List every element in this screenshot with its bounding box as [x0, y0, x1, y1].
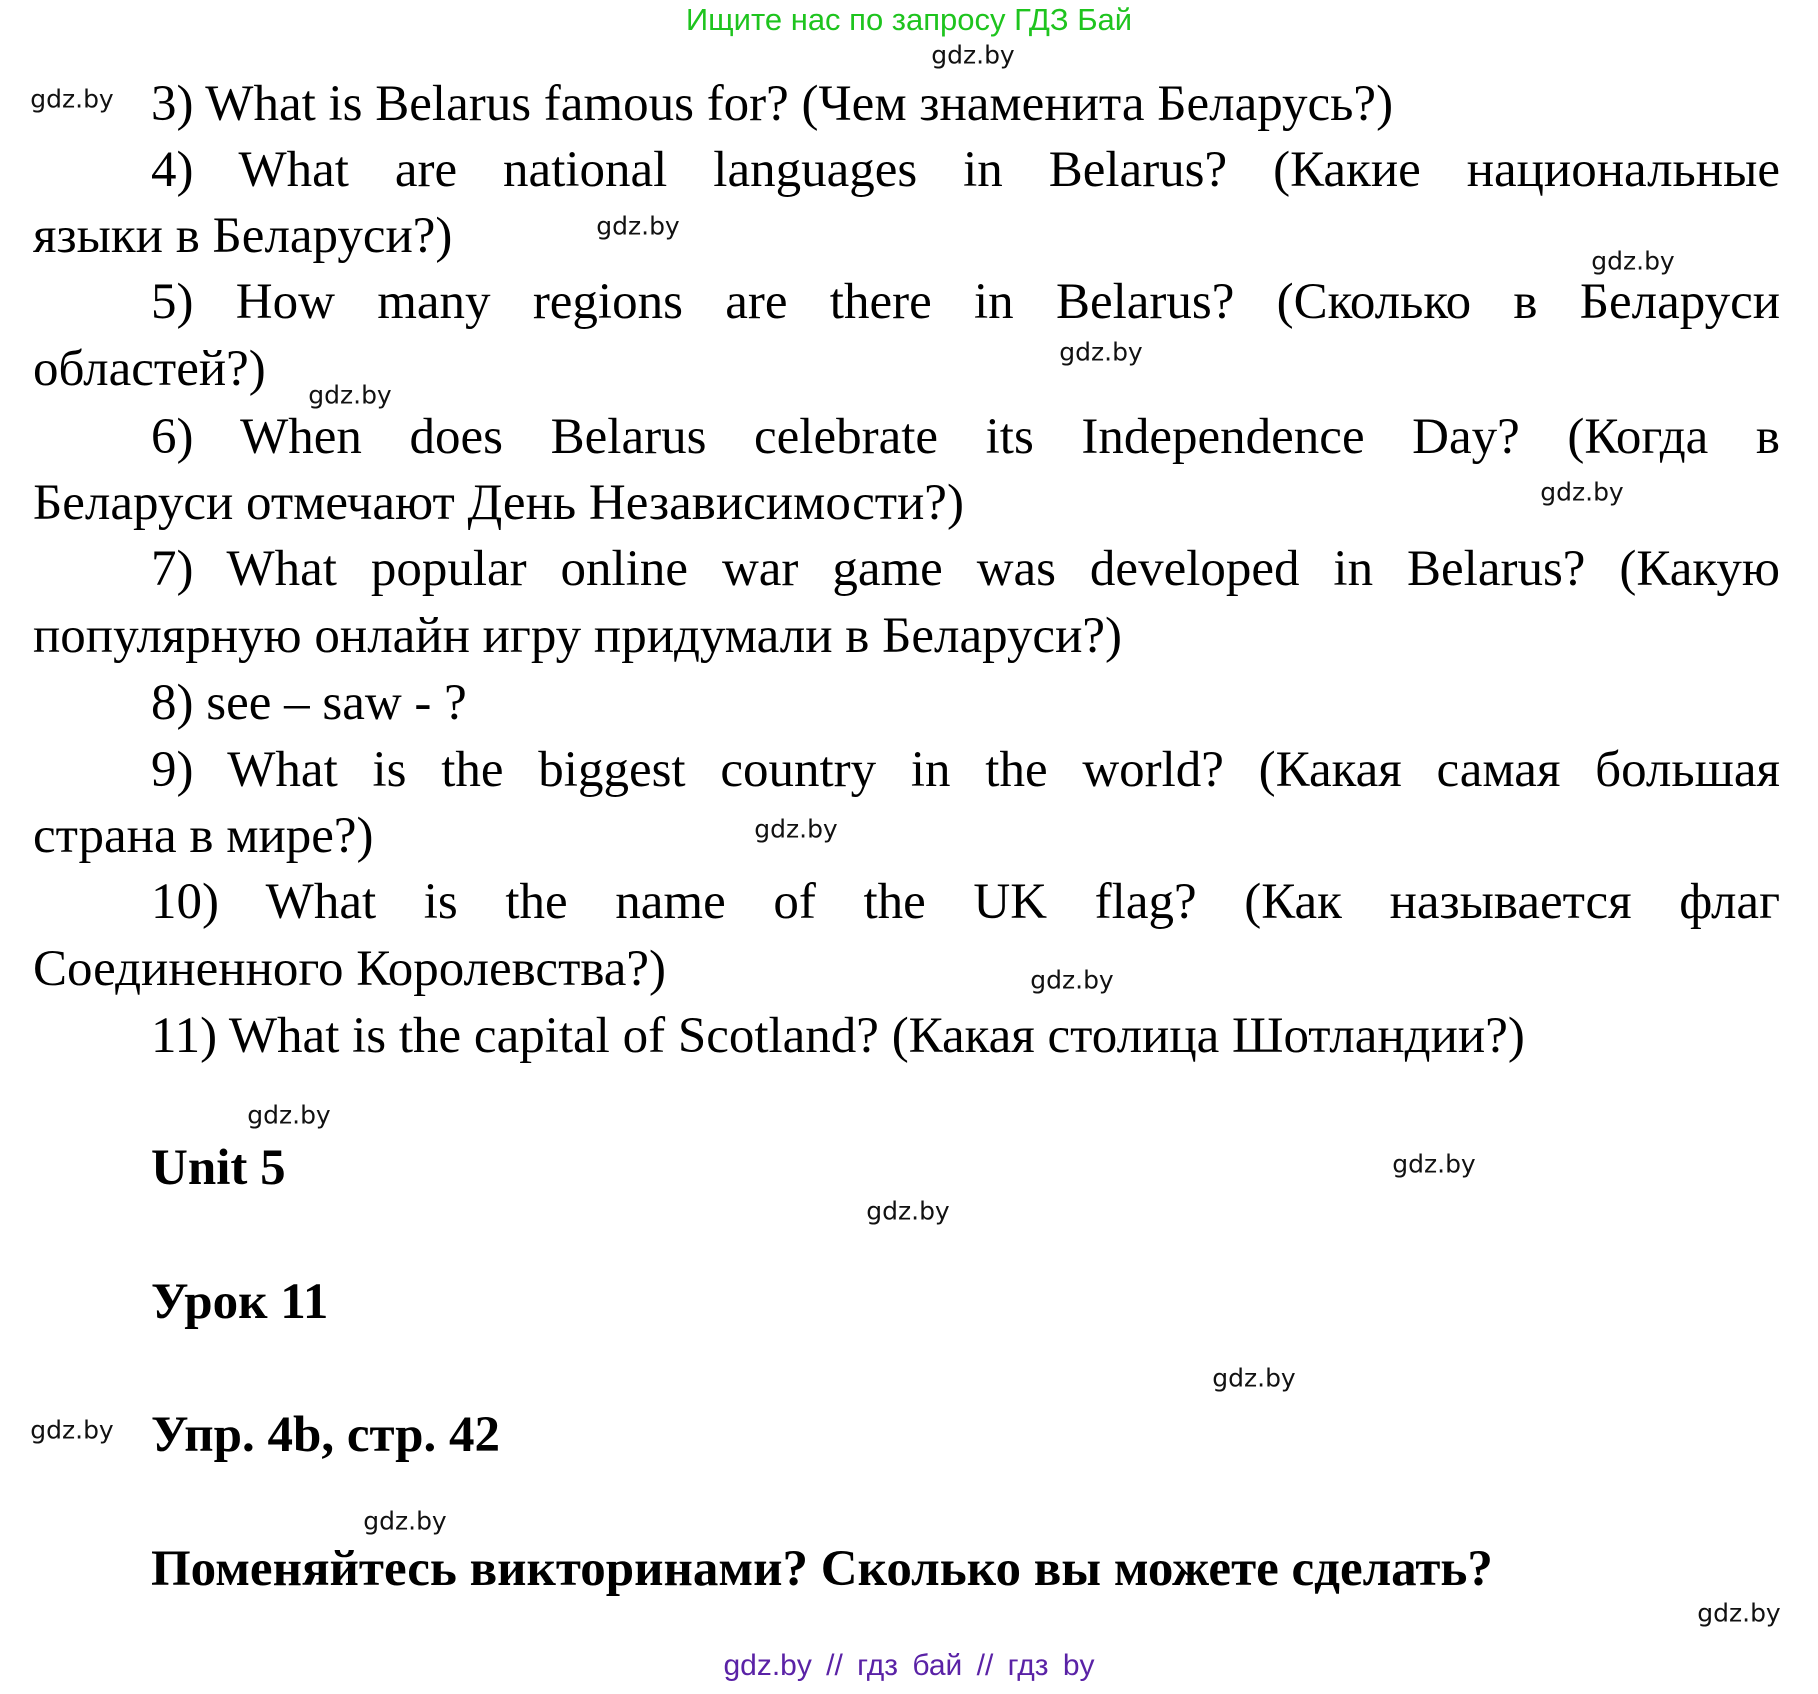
- question-line: 3) What is Belarus famous for? (Чем знаменита Беларусь?): [151, 75, 1394, 132]
- section-heading: Unit 5: [151, 1140, 286, 1197]
- watermark: gdz.by: [30, 1415, 114, 1445]
- question-line: Соединенного Королевства?): [33, 940, 667, 997]
- question-line: 7) What popular online war game was developed in Belarus? (Какую: [151, 541, 1780, 598]
- question-line: 8) see – saw - ?: [151, 674, 467, 731]
- watermark: gdz.by: [866, 1196, 950, 1226]
- question-line: 4) What are national languages in Belarus? (Какие национальные: [151, 142, 1780, 199]
- search-hint-banner: Ищите нас по запросу ГДЗ Бай: [685, 2, 1133, 37]
- question-line: 9) What is the biggest country in the world? (Какая самая большая: [151, 741, 1780, 798]
- section-heading: Упр. 4b, стр. 42: [151, 1407, 501, 1464]
- question-line: страна в мире?): [33, 808, 374, 865]
- watermark: gdz.by: [754, 814, 838, 844]
- watermark: gdz.by: [1212, 1363, 1296, 1393]
- watermark: gdz.by: [1059, 337, 1143, 367]
- question-line: популярную онлайн игру придумали в Беларуси?): [33, 607, 1122, 664]
- question-line: языки в Беларуси?): [33, 208, 453, 265]
- question-line: областей?): [33, 340, 266, 397]
- watermark: gdz.by: [1392, 1149, 1476, 1179]
- watermark: gdz.by: [30, 84, 114, 114]
- exercise-title: Поменяйтесь викторинами? Сколько вы можете сделать?: [151, 1541, 1493, 1598]
- watermark: gdz.by: [1030, 965, 1114, 995]
- watermark: gdz.by: [308, 380, 392, 410]
- footer-links: gdz.by // гдз бай // гдз by: [723, 1649, 1095, 1682]
- watermark: gdz.by: [247, 1100, 331, 1130]
- watermark: gdz.by: [931, 40, 1015, 70]
- question-line: 5) How many regions are there in Belarus? (Сколько в Беларуси: [151, 273, 1780, 330]
- watermark: gdz.by: [1591, 246, 1675, 276]
- watermark: gdz.by: [596, 211, 680, 241]
- watermark: gdz.by: [363, 1506, 447, 1536]
- watermark: gdz.by: [1697, 1598, 1781, 1628]
- question-line: 6) When does Belarus celebrate its Independence Day? (Когда в: [151, 408, 1780, 465]
- question-line: 10) What is the name of the UK flag? (Как называется флаг: [151, 874, 1780, 931]
- section-heading: Урок 11: [151, 1273, 329, 1330]
- watermark: gdz.by: [1540, 477, 1624, 507]
- question-line: Беларуси отмечают День Независимости?): [33, 475, 964, 532]
- question-line: 11) What is the capital of Scotland? (Какая столица Шотландии?): [151, 1007, 1525, 1064]
